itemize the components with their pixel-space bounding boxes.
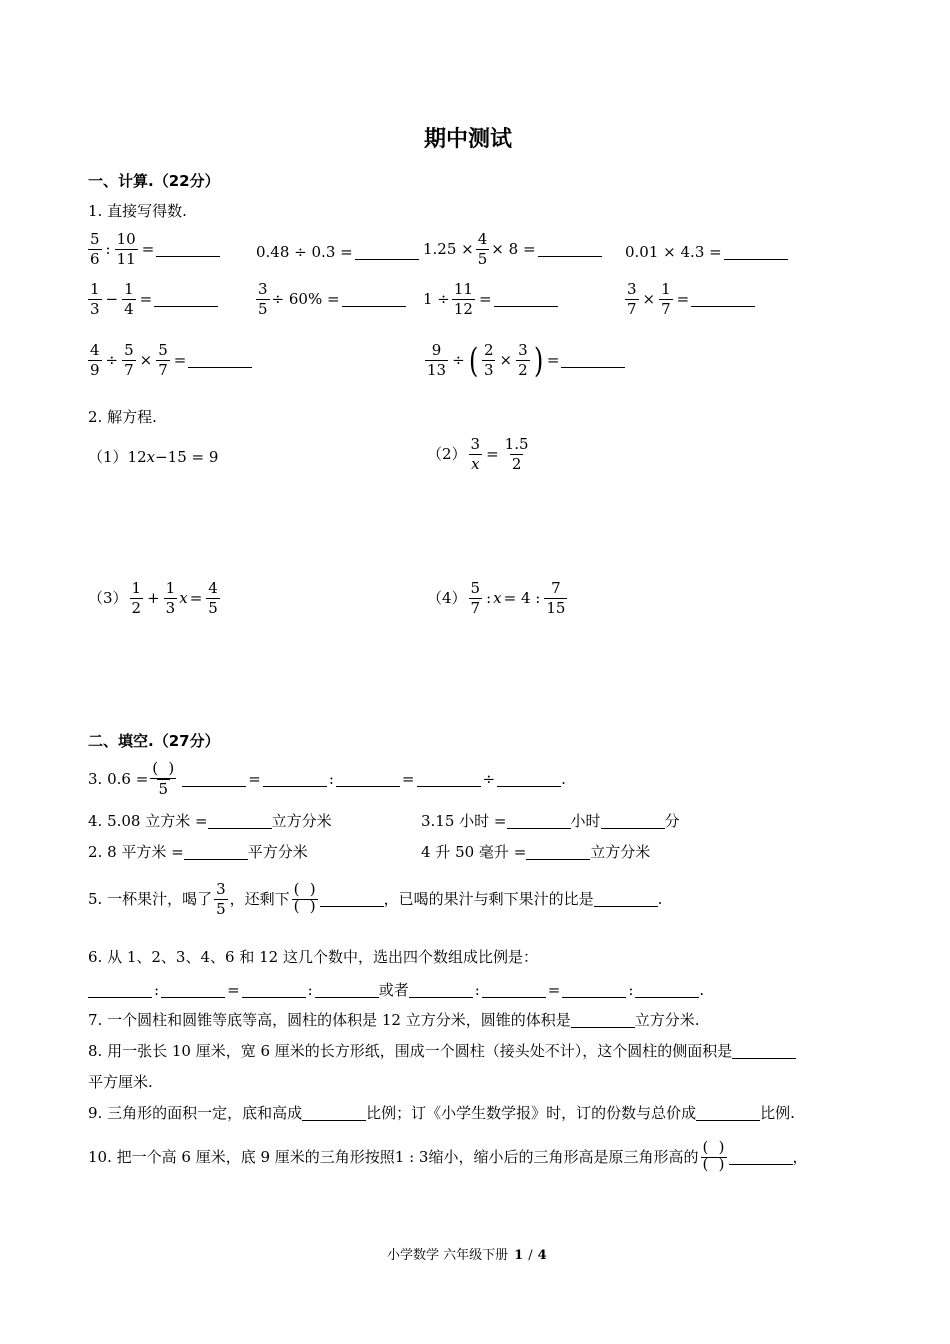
answer-blank[interactable]	[88, 983, 152, 998]
answer-blank[interactable]	[208, 814, 272, 829]
answer-blank[interactable]	[184, 845, 248, 860]
q4-c: 2. 8 平方米 = 平方分米	[88, 843, 308, 861]
answer-blank[interactable]	[562, 983, 626, 998]
q1-expr-1: $\frac{5}{6}$ : $\frac{10}{11}$ =	[86, 232, 220, 267]
equation-2: （2） $\frac{3}{x}$ = $\frac{1.5}{2}$	[427, 435, 529, 473]
q1-expr-4: 0.01 × 4.3 =	[625, 245, 788, 260]
answer-blank[interactable]	[302, 1106, 366, 1121]
section-2-heading: 二、填空.（27分）	[88, 732, 220, 750]
q1-expr-5: $\frac{1}{3}$ − $\frac{1}{4}$ =	[86, 282, 218, 317]
q1-expr-7: 1 ÷ $\frac{11}{12}$ =	[423, 282, 558, 317]
q1-expr-10: $\frac{9}{13}$ ÷ ( $\frac{2}{3}$ × $\frac{3}{2}$ ) =	[423, 343, 625, 378]
page-number: 1	[514, 1248, 524, 1263]
answer-blank[interactable]	[538, 242, 602, 257]
q1-expr-9: $\frac{4}{9}$ ÷ $\frac{5}{7}$ × $\frac{5}{7}$ =	[86, 343, 252, 378]
section-1-heading: 一、计算.（22分）	[88, 172, 220, 190]
answer-blank[interactable]	[696, 1106, 760, 1121]
answer-blank[interactable]	[507, 814, 571, 829]
page-title: 期中测试	[424, 127, 513, 152]
page-total: 4	[537, 1248, 547, 1263]
q1-expr-3: 1.25 × $\frac{4}{5}$ × 8 =	[423, 232, 602, 267]
q4-d: 4 升 50 毫升 = 立方分米	[421, 843, 651, 861]
answer-blank[interactable]	[724, 245, 788, 260]
q7: 7. 一个圆柱和圆锥等底等高，圆柱的体积是 12 立方分米，圆锥的体积是 立方分米.	[88, 1011, 700, 1029]
equation-4: （4） $\frac{5}{7}$ : x = 4 : $\frac{7}{15}$	[427, 579, 566, 617]
q4-b: 3.15 小时 = 小时 分	[421, 812, 680, 830]
answer-blank[interactable]	[242, 983, 306, 998]
answer-blank[interactable]	[732, 1044, 796, 1059]
answer-blank[interactable]	[154, 292, 218, 307]
answer-blank[interactable]	[561, 353, 625, 368]
answer-blank[interactable]	[417, 772, 481, 787]
q1-expr-2: 0.48 ÷ 0.3 =	[256, 245, 419, 260]
equation-1: （1） 12 x −15 = 9	[88, 448, 219, 466]
answer-blank[interactable]	[182, 772, 246, 787]
q8-line2: 平方厘米.	[88, 1073, 153, 1091]
answer-blank[interactable]	[482, 983, 546, 998]
answer-blank[interactable]	[188, 353, 252, 368]
answer-blank[interactable]	[601, 814, 665, 829]
q10: 10. 把一个高 6 厘米，底 9 厘米的三角形按照 1 : 3 缩小，缩小后的三角形高是原三角形高的 ( ) ( ) ，	[88, 1141, 808, 1174]
page-footer: 小学数学 六年级下册 1 / 4	[387, 1248, 547, 1263]
q2-label: 2. 解方程.	[88, 408, 157, 426]
equation-3: （3） $\frac{1}{2}$ + $\frac{1}{3}$ x = $\frac{4}{5}$	[88, 579, 218, 617]
q3: 3. 0.6 = ( ) 5 = : = ÷ .	[88, 762, 566, 797]
q1-label: 1. 直接写得数.	[88, 202, 187, 220]
q5: 5. 一杯果汁，喝了 $\frac{3}{5}$ ，还剩下 ( ) ( ) ，已喝的果汁与剩下果汁的比是 .	[88, 882, 662, 917]
answer-blank[interactable]	[571, 1013, 635, 1028]
answer-blank[interactable]	[497, 772, 561, 787]
answer-blank[interactable]	[315, 983, 379, 998]
answer-blank[interactable]	[263, 772, 327, 787]
q1-expr-8: $\frac{3}{7}$ × $\frac{1}{7}$ =	[623, 282, 755, 317]
answer-blank[interactable]	[336, 772, 400, 787]
answer-blank[interactable]	[161, 983, 225, 998]
q4-a: 4. 5.08 立方米 = 立方分米	[88, 812, 332, 830]
answer-blank[interactable]	[594, 892, 658, 907]
q6-blanks: : = : 或者 : = : .	[88, 983, 704, 998]
answer-blank[interactable]	[355, 245, 419, 260]
answer-blank[interactable]	[729, 1150, 793, 1165]
q9: 9. 三角形的面积一定，底和高成 比例；订《小学生数学报》时，订的份数与总价成 比例.	[88, 1104, 795, 1122]
answer-blank[interactable]	[635, 983, 699, 998]
answer-blank[interactable]	[320, 892, 384, 907]
answer-blank[interactable]	[156, 242, 220, 257]
answer-blank[interactable]	[526, 845, 590, 860]
q8: 8. 用一张长 10 厘米，宽 6 厘米的长方形纸，围成一个圆柱（接头处不计），这个圆柱的侧面积是	[88, 1044, 796, 1059]
answer-blank[interactable]	[691, 292, 755, 307]
answer-blank[interactable]	[342, 292, 406, 307]
q6-text: 6. 从 1、2、3、4、6 和 12 这几个数中，选出四个数组成比例是：	[88, 948, 538, 966]
answer-blank[interactable]	[409, 983, 473, 998]
answer-blank[interactable]	[494, 292, 558, 307]
q1-expr-6: $\frac{3}{5}$ ÷ 60% =	[254, 282, 406, 317]
